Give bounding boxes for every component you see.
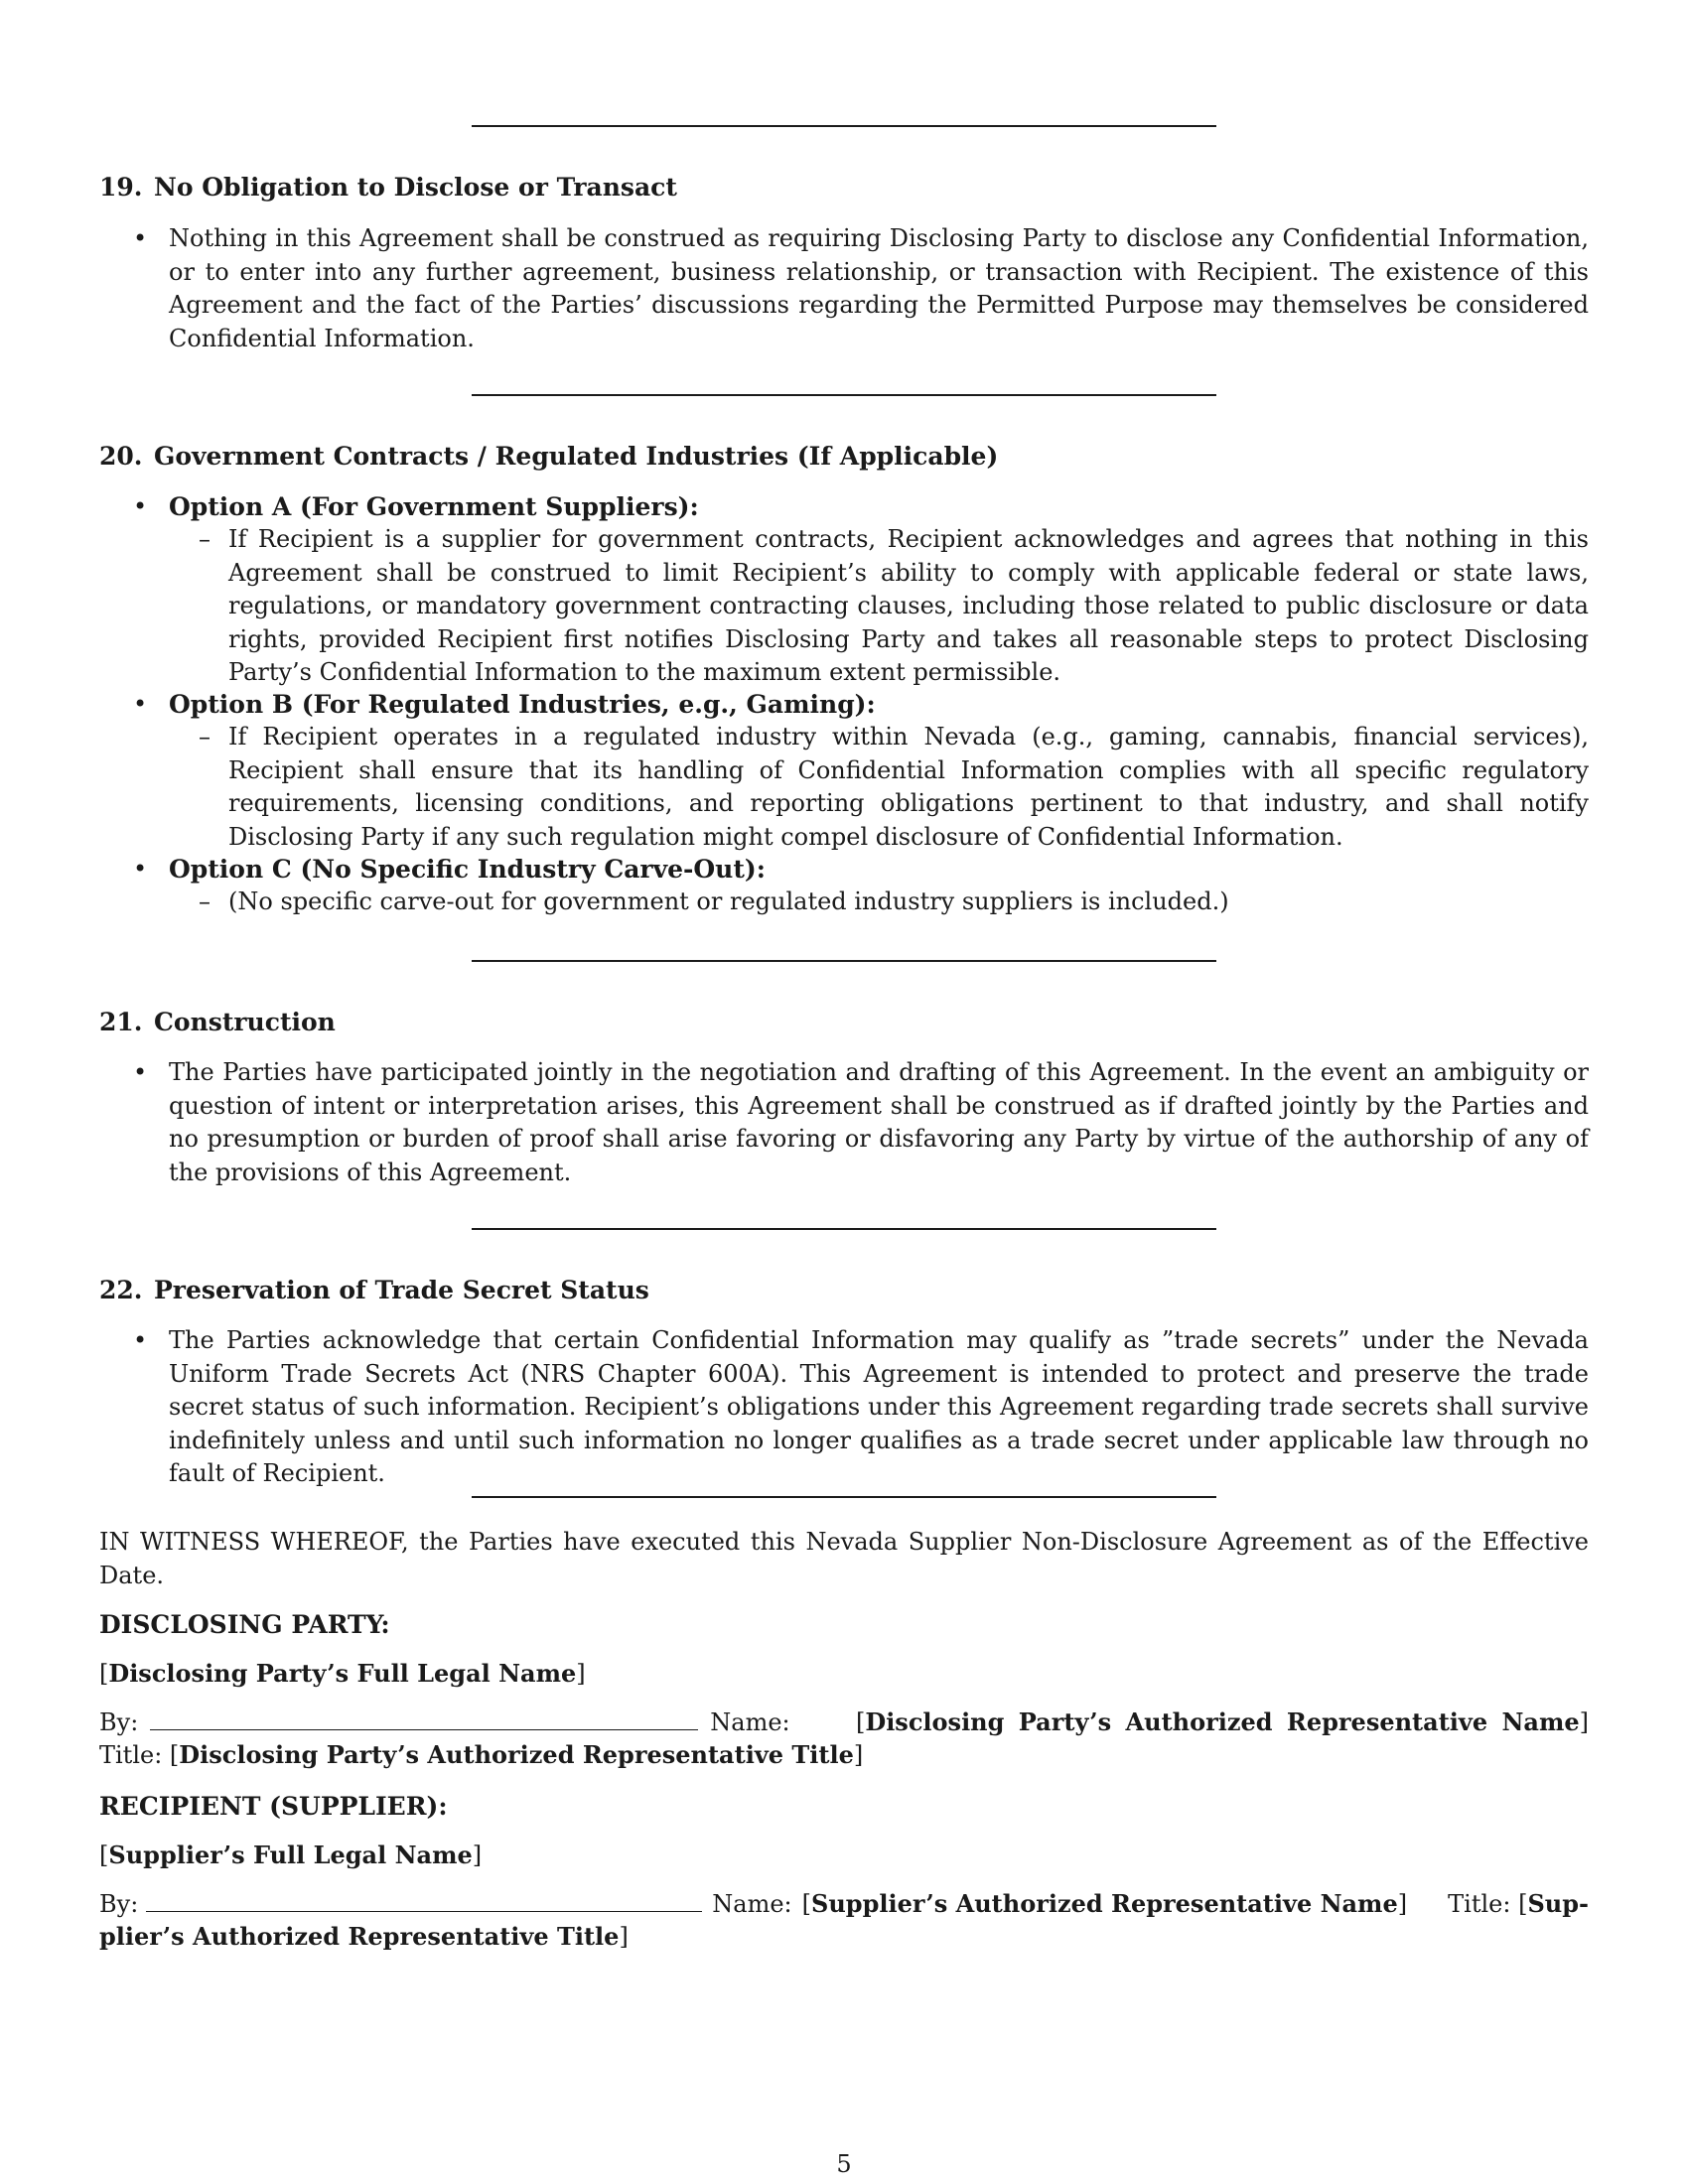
option-a-text [199,523,1589,690]
section-title: No Obligation to Disclose or Transact [154,173,677,202]
title-wrap: Title: [Sup- [1448,1889,1589,1918]
signature-field[interactable] [150,1707,698,1730]
option-b-heading [133,688,1589,723]
bullet-text: The Parties have participated jointly in the negotiation and drafting of this Agreement. In the event an ambiguity or question of intent or interpretation arises, this Agreement shall be construed as if drafted jointly by the Parties and no presumption or burden of proof shall arise favoring or disfavoring any Party by virtue of the authorship of any of the provisions of this Agreement. [169,1058,1589,1186]
bullet-icon: • [133,492,148,520]
witness-clause: IN WITNESS WHEREOF, the Parties have executed this Nevada Supplier Non-Disclosure Agreement as of the Effective Date. [99,1528,1589,1589]
rep-title-part1: Sup- [1527,1889,1589,1918]
section-number: 21. [99,1008,143,1036]
by-label: By: [99,1890,139,1918]
rep-name: Supplier’s Authorized Representative Name [811,1889,1398,1918]
section-21-bullet [133,1056,1589,1189]
bullet-icon: • [133,224,148,252]
rep-title-part2: plier’s Authorized Representative Title [99,1922,620,1951]
option-label: Option C (No Specific Industry Carve-Out): [169,855,766,884]
section-number: 20. [99,442,143,471]
divider [472,1228,1216,1230]
title-label: Title: [1448,1890,1511,1918]
document-page [99,0,1589,2184]
rep-name: Disclosing Party’s Authorized Representative Name [865,1707,1580,1736]
section-21-heading [99,1006,336,1039]
section-number: 19. [99,173,143,202]
disclosing-signature-line [99,1706,1589,1740]
dash-icon: – [199,723,211,751]
section-title: Preservation of Trade Secret Status [154,1276,649,1304]
bullet-text: Nothing in this Agreement shall be construed as requiring Disclosing Party to disclose any Confidential Information, or to enter into any further agreement, business relationship, or transaction with Recipient. The existence of this Agreement and the fact of the Parties’ discussions regarding the Permitted Purpose may themselves be considered Confidential Information. [169,224,1589,352]
option-label: Option B (For Regulated Industries, e.g., Gaming): [169,690,876,719]
option-c-text [199,886,1589,919]
section-22-heading [99,1274,649,1307]
option-text: (No specific carve-out for government or regulated industry suppliers is included.) [228,887,1229,915]
divider [472,1496,1216,1498]
by-label: By: [99,1708,139,1736]
section-title: Construction [154,1008,336,1036]
disclosing-title-line: Title: [Disclosing Party’s Authorized Representative Title] [99,1740,864,1769]
section-title: Government Contracts / Regulated Industries (If Applicable) [154,442,999,471]
disclosing-party-heading: DISCLOSING PARTY: [99,1610,390,1639]
recipient-legal-name: [Supplier’s Full Legal Name] [99,1841,483,1869]
section-19-heading [99,171,677,205]
title-label: Title: [99,1741,163,1769]
option-label: Option A (For Government Suppliers): [169,492,699,521]
divider [472,125,1216,127]
rep-name-wrap: [Disclosing Party’s Authorized Representative Name] [856,1707,1589,1736]
recipient-title-line: plier’s Authorized Representative Title] [99,1922,629,1951]
section-19-bullet [133,222,1589,355]
section-22-bullet [133,1324,1589,1491]
option-text: If Recipient operates in a regulated industry within Nevada (e.g., gaming, cannabis, financial services), Recipient shall ensure that its handling of Confidential Information complies with all specific regulatory requirements, licensing conditions, and reporting obligations pertinent to that industry, and shall notify Disclosing Party if any such regulation might compel disclosure of Confidential Information. [228,723,1589,851]
signature-field[interactable] [146,1889,702,1912]
bullet-text: The Parties acknowledge that certain Confidential Information may qualify as ”trade secrets” under the Nevada Uniform Trade Secrets Act (NRS Chapter 600A). This Agreement is intended to protect and preserve the trade secret status of such information. Recipient’s obligations under this Agreement regarding trade secrets shall survive indefinitely unless and until such information no longer qualifies as a trade secret under applicable law through no fault of Recipient. [169,1326,1589,1487]
legal-name: Supplier’s Full Legal Name [108,1841,473,1869]
section-20-heading [99,440,998,474]
divider [472,394,1216,396]
page-number: 5 [836,2150,852,2178]
name-label: Name: [712,1890,792,1918]
bullet-icon: • [133,690,148,718]
recipient-signature-line [99,1887,1589,1922]
name-label: Name: [710,1708,790,1736]
bullet-icon: • [133,1058,148,1086]
dash-icon: – [199,525,211,553]
bullet-icon: • [133,1326,148,1354]
option-c-heading [133,853,1589,887]
bullet-icon: • [133,855,148,883]
divider [472,960,1216,962]
option-text: If Recipient is a supplier for government contracts, Recipient acknowledges and agrees that nothing in this Agreement shall be construed to limit Recipient’s ability to comply with applicable federal or state laws, regulations, or mandatory government contracting clauses, including those related to public disclosure or data rights, provided Recipient first notifies Disclosing Party and takes all reasonable steps to protect Disclosing Party’s Confidential Information to the maximum extent permissible. [228,525,1589,686]
rep-name-wrap: [Supplier’s Authorized Representative Name] [801,1889,1408,1918]
disclosing-party-legal-name: [Disclosing Party’s Full Legal Name] [99,1659,586,1688]
section-number: 22. [99,1276,143,1304]
option-b-text [199,721,1589,854]
rep-title: Disclosing Party’s Authorized Representative Title [179,1740,854,1769]
option-a-heading [133,490,1589,525]
legal-name: Disclosing Party’s Full Legal Name [108,1659,577,1688]
dash-icon: – [199,887,211,915]
recipient-heading: RECIPIENT (SUPPLIER): [99,1792,448,1821]
